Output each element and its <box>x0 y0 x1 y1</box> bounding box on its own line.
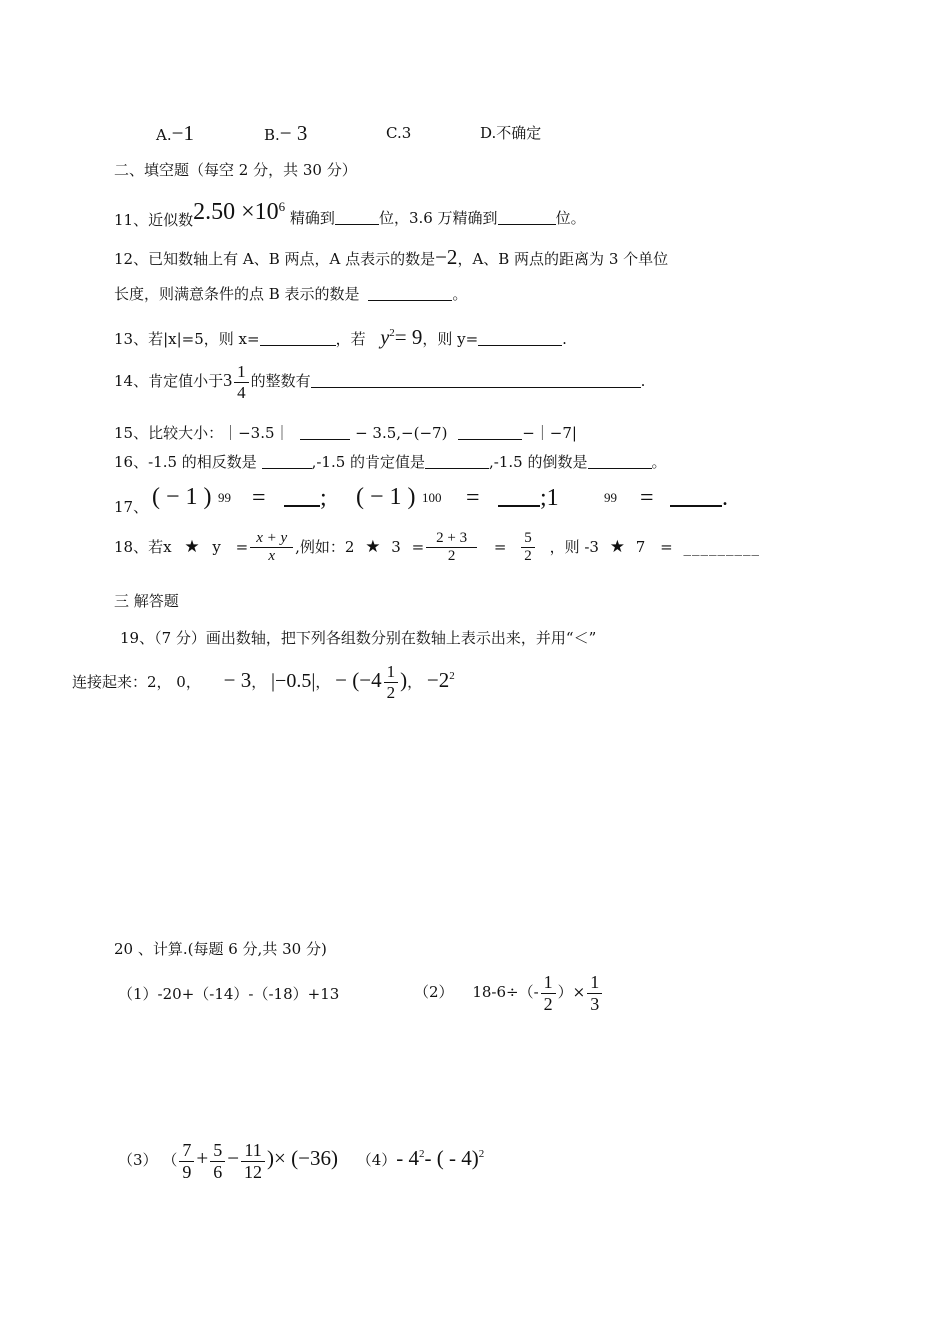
q12-value: −2 <box>435 245 458 269</box>
question-16 <box>114 453 667 471</box>
q13-blank-2[interactable] <box>478 331 562 346</box>
q14-num: 1 <box>234 362 249 383</box>
q17-exp-2: 100 <box>422 490 442 505</box>
q18-star-3: ★ <box>609 536 625 557</box>
q16-blank-2[interactable] <box>425 454 489 469</box>
q16-text-c: ,-1.5 的倒数是 <box>489 453 588 471</box>
q19-value-2-inner: −0.5 <box>275 669 312 692</box>
q20-p3-open: （ <box>162 1151 178 1170</box>
q19-value-3 <box>335 662 408 702</box>
q17-label: 17、 <box>114 498 149 516</box>
question-20-title: 20 、计算.(每题 6 分,共 30 分) <box>114 940 327 958</box>
q18-eq: = <box>235 537 249 556</box>
q12-blank[interactable] <box>368 286 452 301</box>
q18-f3den: 2 <box>524 548 532 565</box>
question-11 <box>114 198 586 229</box>
q20-p2-num2: 1 <box>587 972 602 994</box>
q19-v3a: − (−4 <box>335 667 382 692</box>
q17-sep-1: ; <box>320 485 327 511</box>
option-c: C.3 <box>386 124 412 142</box>
q14-whole: 3 <box>223 370 233 391</box>
q13-text-a: 13、若|x|=5，则 x= <box>114 330 260 348</box>
q20-p4-e2: 2 <box>478 1148 485 1161</box>
q13-blank-1[interactable] <box>260 331 336 346</box>
q11-mid: 精确到 <box>289 209 335 227</box>
q16-text-b: ,-1.5 的肯定值是 <box>311 453 426 471</box>
q20-p2-num: 1 <box>541 972 556 994</box>
q12-line-2-text: 长度，则满意条件的点 B 表示的数是 <box>114 285 360 303</box>
question-12-line-2 <box>114 285 467 303</box>
q13-text-b: ，若 <box>335 330 366 348</box>
q20-p2-fraction-1 <box>541 972 556 1014</box>
q13-exp: 2 <box>389 327 395 339</box>
q20-p3-fraction-2 <box>210 1140 225 1182</box>
q11-suffix: 位。 <box>555 209 586 227</box>
q17-sep-2: ;1 <box>540 485 559 511</box>
question-18 <box>114 530 760 566</box>
q20-p3-close: )× (−36) <box>267 1146 338 1171</box>
q19-v3b: ) <box>400 667 408 692</box>
q19-value-1: − 3 <box>223 667 252 692</box>
q20-p3-n1: 7 <box>179 1140 194 1162</box>
q18-f3num: 5 <box>521 530 535 548</box>
q19-value-2: |−0.5| <box>271 669 316 692</box>
option-b-label: B. <box>264 126 280 144</box>
question-12-line-1 <box>114 245 668 270</box>
q20-p3-fraction-3 <box>241 1140 265 1182</box>
q18-then: ，则 -3 <box>549 537 599 556</box>
q15-blank-1[interactable] <box>300 425 350 440</box>
q11-exponent: 6 <box>278 199 286 214</box>
q20-p4-a: - 4 <box>396 1146 420 1171</box>
q18-text-a: 18、若x <box>114 537 172 556</box>
q17-t1: ( − 1 ) <box>152 484 212 510</box>
q20-p3-d1: 9 <box>182 1161 192 1182</box>
q18-y: y <box>212 537 221 556</box>
q18-fraction-result <box>521 530 535 566</box>
q14-end: . <box>640 372 646 391</box>
q14-fraction <box>234 362 249 402</box>
q19-v3den: 2 <box>386 682 396 702</box>
q12-text-b: ，A、B 两点的距离为 3 个单位 <box>457 250 669 268</box>
q18-three: 3 <box>391 537 401 556</box>
question-15 <box>114 424 577 442</box>
q15-text-b: − 3.5,−(−7) <box>355 424 448 442</box>
q12-text-a: 12、已知数轴上有 A、B 两点，A 点表示的数是 <box>114 250 436 268</box>
q19-v3-fraction <box>384 662 399 702</box>
q14-den: 4 <box>237 382 246 402</box>
q17-blank-1[interactable] <box>284 485 320 507</box>
q16-blank-3[interactable] <box>588 454 652 469</box>
q14-blank[interactable] <box>311 373 641 388</box>
option-b <box>264 121 307 146</box>
q20-p3-minus: − <box>227 1146 240 1171</box>
q16-end: 。 <box>651 453 667 471</box>
q11-number: 2.50 ×10 <box>193 199 279 225</box>
q20-p3-label: （3） <box>118 1151 158 1170</box>
q18-star-2: ★ <box>365 536 381 557</box>
q11-prefix: 11、近似数 <box>114 211 194 229</box>
option-a-value: −1 <box>171 121 194 145</box>
q18-f2num: 2 + 3 <box>426 530 477 548</box>
q18-blank[interactable]: _________ <box>683 537 760 556</box>
q18-f2den: 2 <box>447 548 456 565</box>
q20-p2-den: 2 <box>543 993 553 1014</box>
q17-term-1 <box>152 483 212 512</box>
q20-p2-a: 18-6÷（- <box>472 983 539 1002</box>
q18-fraction-example <box>426 530 477 566</box>
q11-blank-2[interactable] <box>498 210 556 225</box>
q18-eq-4: = <box>660 537 673 556</box>
q17-answer-2 <box>498 484 559 513</box>
question-19-line-2: 连接起来：2， 0， − 3， |−0.5|， − (−4 $\frac{1}{2}$ )， $-2^2$ <box>72 662 455 702</box>
q20-p2-label: （2） <box>414 983 454 1002</box>
q17-eq-1: = <box>252 485 266 511</box>
q17-end: . <box>722 485 728 511</box>
q16-text-a: 16、-1.5 的相反数是 <box>114 453 257 471</box>
q20-p2-den2: 3 <box>590 993 600 1014</box>
q15-text-a: 15、比较大小：｜−3.5｜ <box>114 424 290 442</box>
q16-blank-1[interactable] <box>262 454 312 469</box>
q17-eq-3: = <box>640 485 654 511</box>
q18-example: ,例如：2 <box>295 537 355 556</box>
q13-var: y <box>380 327 390 349</box>
q12-end: 。 <box>452 285 468 303</box>
q18-eq-3: = <box>493 537 507 556</box>
q18-eq-2: = <box>411 537 425 556</box>
q20-part-2 <box>414 972 604 1014</box>
q20-p3-fraction-1 <box>179 1140 194 1182</box>
question-19-line-1: 19、（7 分）画出数轴，把下列各组数分别在数轴上表示出来，并用“＜” <box>120 629 597 647</box>
q19-v3num: 1 <box>384 662 399 683</box>
q17-exp-1: 99 <box>218 490 231 505</box>
q17-term-2: ( − 1 ) <box>356 484 416 510</box>
question-14 <box>114 362 645 402</box>
q20-p2-b: ）× <box>557 983 586 1002</box>
q11-mid2: 位，3.6 万精确到 <box>378 209 498 227</box>
q20-p3-plus: + <box>196 1146 209 1171</box>
q18-fden: x <box>268 548 275 565</box>
q20-p3-d2: 6 <box>213 1161 223 1182</box>
q15-blank-2[interactable] <box>458 425 522 440</box>
q19-value-4-exp: 2 <box>449 669 455 682</box>
q10-options <box>156 121 194 146</box>
q17-blank-3[interactable] <box>670 485 722 507</box>
q20-p3-n3: 11 <box>241 1140 264 1162</box>
q18-fraction-def <box>250 530 293 566</box>
q20-p4-b: - ( - 4) <box>424 1146 479 1171</box>
option-d: D.不确定 <box>480 124 542 142</box>
q20-part-3 <box>118 1140 484 1182</box>
q17-eq-2: = <box>466 485 480 511</box>
q18-star-1: ★ <box>184 536 200 557</box>
q18-seven: 7 <box>635 537 646 556</box>
q19-text: 连接起来：2， 0， <box>72 672 201 691</box>
q17-answer-1 <box>284 484 327 513</box>
q18-fnum: x + y <box>250 530 293 548</box>
q20-p2-fraction-2 <box>587 972 602 1014</box>
q14-text-b: 的整数有 <box>250 372 311 391</box>
q11-blank-1[interactable] <box>335 210 379 225</box>
q17-exp-3: 99 <box>604 490 617 505</box>
q14-text-a: 14、肯定值小于 <box>114 372 224 391</box>
q20-p4-e1: 2 <box>419 1148 425 1161</box>
q17-blank-2[interactable] <box>498 485 540 507</box>
q15-text-c: −｜−7| <box>522 424 577 442</box>
section-2-title: 二、填空题（每空 2 分，共 30 分） <box>114 161 357 179</box>
option-b-value: − 3 <box>279 121 308 145</box>
q13-eq: = 9 <box>394 325 423 349</box>
q20-p4-label: （4） <box>356 1151 397 1170</box>
q13-end: . <box>562 330 567 348</box>
q20-p3-n2: 5 <box>210 1140 225 1162</box>
q13-text-c: ，则 y= <box>422 330 479 348</box>
q17-answer-3 <box>670 484 728 513</box>
q20-part-1: （1）-20+（-14）-（-18）+13 <box>118 985 340 1003</box>
q20-p3-d3: 12 <box>244 1161 263 1182</box>
q19-value-4: −2 <box>426 667 450 692</box>
option-a-label: A. <box>156 126 172 144</box>
question-13 <box>114 325 567 350</box>
section-3-title: 三 解答题 <box>114 592 179 610</box>
